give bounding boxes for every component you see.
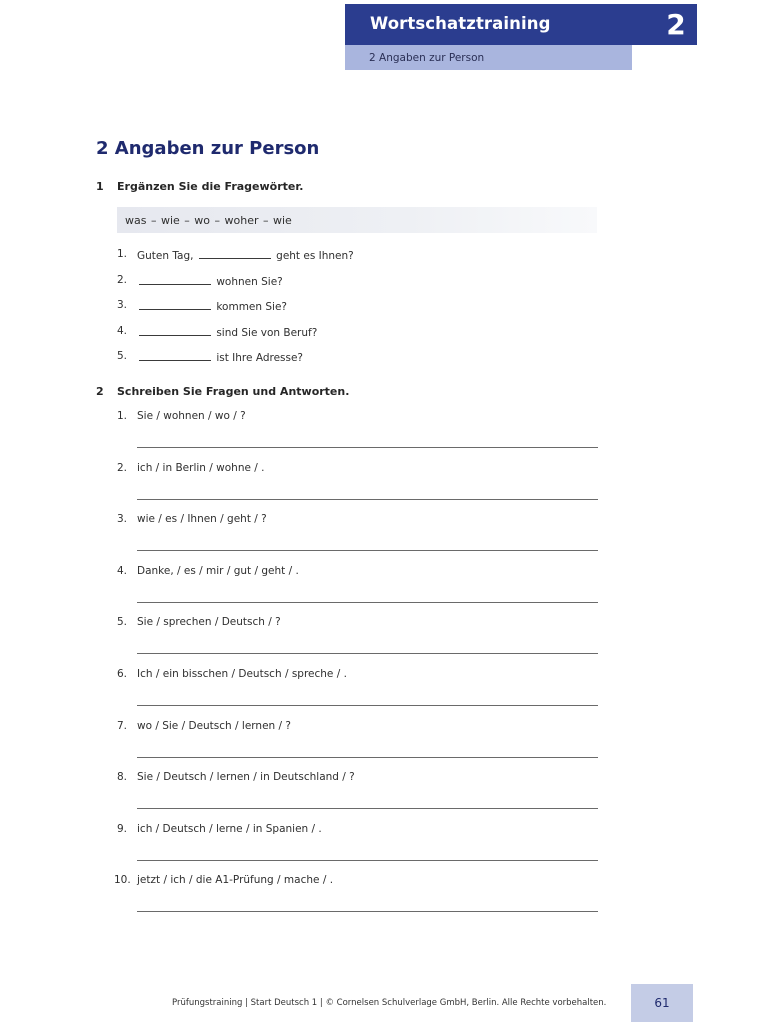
- page-number: 61: [654, 996, 670, 1010]
- task1-item-number: 3.: [117, 299, 128, 311]
- task1-item-number: 2.: [117, 274, 128, 286]
- task2-item-number: 7.: [117, 720, 128, 732]
- task1-item: [137, 325, 317, 339]
- task2-item-number: 4.: [117, 565, 128, 577]
- answer-line[interactable]: [137, 653, 598, 654]
- task1-item: [137, 350, 303, 364]
- answer-line[interactable]: [137, 602, 598, 603]
- task2-item-prompt: Danke, / es / mir / gut / geht / .: [137, 565, 299, 577]
- answer-line[interactable]: [137, 808, 598, 809]
- task1-item-number: 5.: [117, 350, 128, 362]
- answer-line[interactable]: [137, 705, 598, 706]
- task1-item-number: 4.: [117, 325, 128, 337]
- task1-instruction: Ergänzen Sie die Fragewörter.: [117, 180, 304, 193]
- task1-item-text-after: wohnen Sie?: [213, 276, 283, 288]
- task1-item-number: 1.: [117, 248, 128, 260]
- answer-line[interactable]: [137, 860, 598, 861]
- task2-item-number: 3.: [117, 513, 128, 525]
- chapter-number: 2: [666, 8, 686, 41]
- task1-item-text-after: geht es Ihnen?: [272, 250, 354, 262]
- task2-item-number: 6.: [117, 668, 128, 680]
- task1-item: [137, 274, 283, 288]
- task2-item-prompt: ich / Deutsch / lerne / in Spanien / .: [137, 823, 322, 835]
- task2-item-number: 10.: [114, 874, 131, 886]
- task2-item-prompt: ich / in Berlin / wohne / .: [137, 462, 265, 474]
- fill-in-blank[interactable]: [199, 248, 271, 259]
- answer-line[interactable]: [137, 447, 598, 448]
- task2-number: 2: [96, 385, 104, 398]
- task2-item-number: 5.: [117, 616, 128, 628]
- task2-item-prompt: wo / Sie / Deutsch / lernen / ?: [137, 720, 291, 732]
- fill-in-blank[interactable]: [139, 274, 211, 285]
- task2-item-prompt: Ich / ein bisschen / Deutsch / spreche / .: [137, 668, 347, 680]
- task2-item-number: 2.: [117, 462, 128, 474]
- task2-item-prompt: wie / es / Ihnen / geht / ?: [137, 513, 267, 525]
- task2-item-number: 8.: [117, 771, 128, 783]
- answer-line[interactable]: [137, 499, 598, 500]
- fill-in-blank[interactable]: [139, 325, 211, 336]
- task1-item: [137, 299, 287, 313]
- answer-line[interactable]: [137, 757, 598, 758]
- answer-line[interactable]: [137, 911, 598, 912]
- task1-number: 1: [96, 180, 104, 193]
- task1-item-text-after: ist Ihre Adresse?: [213, 352, 303, 364]
- task2-item-prompt: Sie / wohnen / wo / ?: [137, 410, 246, 422]
- task1-item-text-before: Guten Tag,: [137, 250, 197, 262]
- fill-in-blank[interactable]: [139, 350, 211, 361]
- task1-item-text-after: sind Sie von Beruf?: [213, 327, 318, 339]
- task2-item-number: 9.: [117, 823, 128, 835]
- task1-item-text-after: kommen Sie?: [213, 301, 287, 313]
- task2-instruction: Schreiben Sie Fragen und Antworten.: [117, 385, 350, 398]
- header-title: Wortschatztraining: [370, 14, 551, 33]
- footer-text: Prüfungstraining | Start Deutsch 1 | © Cornelsen Schulverlage GmbH, Berlin. Alle Rechte vorbehalten.: [172, 998, 607, 1008]
- header-subtitle: 2 Angaben zur Person: [369, 52, 485, 64]
- section-title: 2 Angaben zur Person: [96, 138, 320, 159]
- task2-item-number: 1.: [117, 410, 128, 422]
- answer-line[interactable]: [137, 550, 598, 551]
- fill-in-blank[interactable]: [139, 299, 211, 310]
- task1-item: [137, 248, 354, 262]
- task2-item-prompt: Sie / sprechen / Deutsch / ?: [137, 616, 281, 628]
- task2-item-prompt: jetzt / ich / die A1-Prüfung / mache / .: [137, 874, 334, 886]
- word-box-text: was – wie – wo – woher – wie: [125, 214, 292, 227]
- task2-item-prompt: Sie / Deutsch / lernen / in Deutschland / ?: [137, 771, 355, 783]
